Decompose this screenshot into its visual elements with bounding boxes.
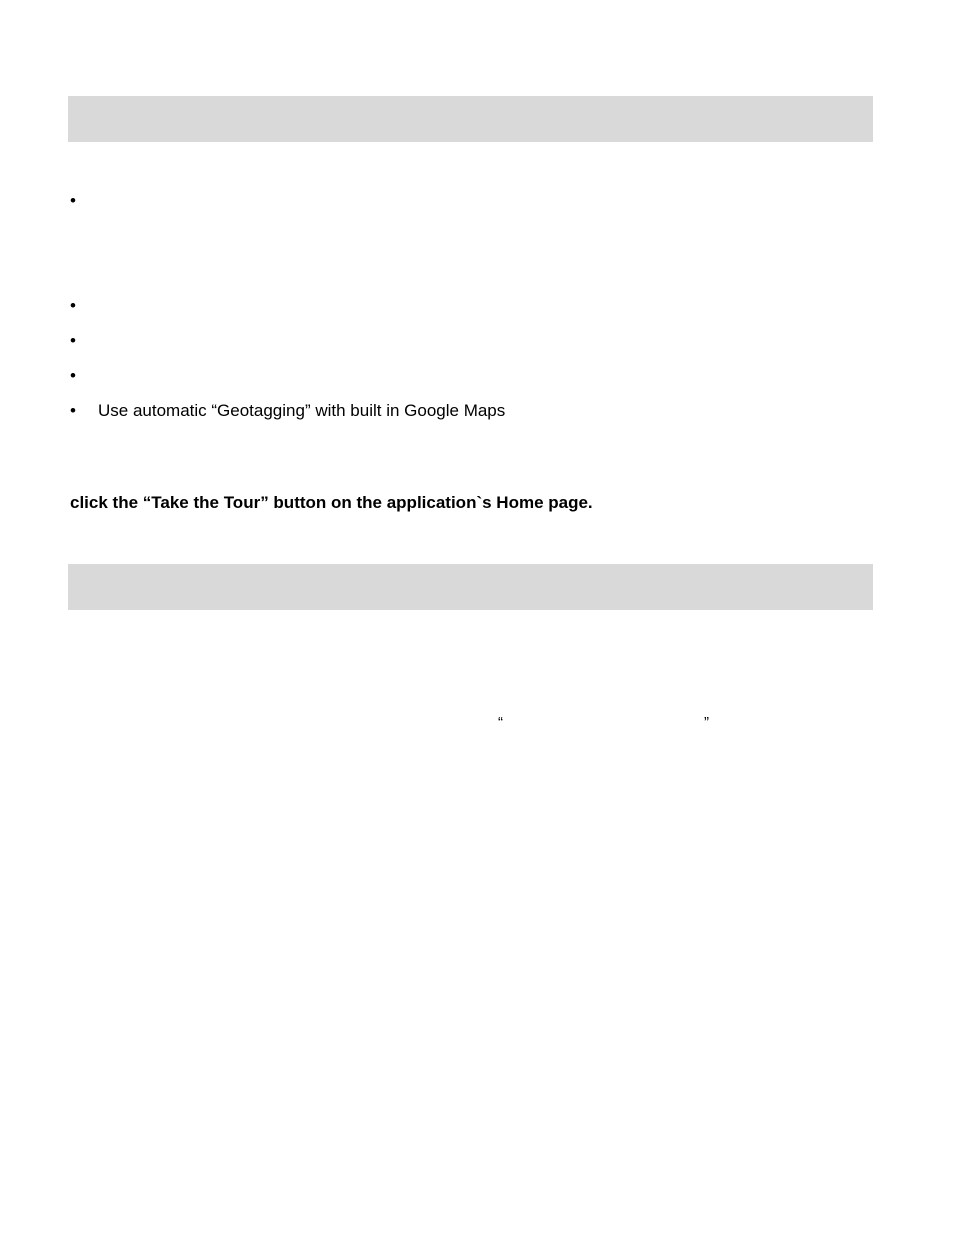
list-bullet: •: [70, 366, 76, 385]
list-bullet: •: [70, 401, 76, 420]
open-quote-mark: “: [498, 714, 503, 731]
section-header-bar-1: [68, 96, 873, 142]
close-quote-mark: ”: [704, 714, 709, 731]
list-bullet: •: [70, 191, 76, 210]
section-header-bar-2: [68, 564, 873, 610]
list-item-geotagging: Use automatic “Geotagging” with built in Google Maps: [98, 401, 506, 420]
list-bullet: •: [70, 331, 76, 350]
tour-instruction: click the “Take the Tour” button on the application`s Home page.: [70, 493, 593, 512]
list-bullet: •: [70, 296, 76, 315]
